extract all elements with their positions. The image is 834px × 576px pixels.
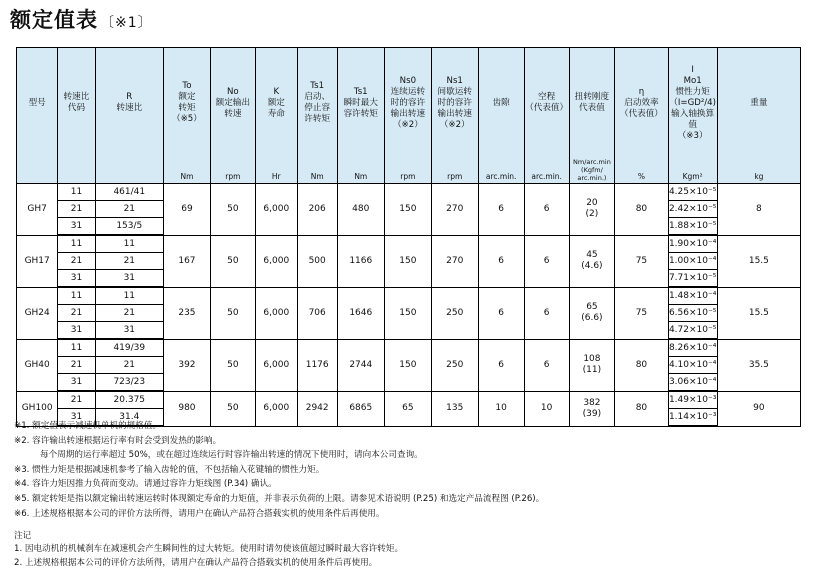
weight-cell: 35.5 — [717, 339, 801, 391]
intermittent-speed-cell: 250 — [431, 339, 478, 391]
max-torque-cell: 6865 — [337, 391, 384, 426]
remarks — [14, 530, 403, 570]
speed-code-cell: 31 — [58, 218, 95, 236]
speed-code-cell: 11 — [58, 339, 95, 357]
speed-code-cell: 21 — [58, 253, 95, 270]
unit-ratio — [95, 158, 163, 184]
rated-torque-cell: 235 — [164, 287, 211, 339]
rigidity-value: 65 — [586, 302, 598, 312]
start-stop-torque-cell: 206 — [297, 184, 337, 236]
table-body — [17, 184, 834, 427]
intermittent-speed-cell: 270 — [431, 184, 478, 236]
unit-backlash: arc.min. — [478, 158, 524, 184]
inertia-cell: 8.26×10⁻⁴ — [668, 339, 717, 357]
unit-continuous-speed: rpm — [384, 158, 431, 184]
ratio-cell: 21 — [95, 357, 163, 374]
footnote: ※5. 额定转矩是指以额定输出转速运转时体现额定寿命的力矩值，并非表示负荷的上限。请参见术语说明 (P.25) 和选定产品流程图 (P.26)。 — [14, 493, 545, 504]
torsional-rigidity-cell — [569, 391, 615, 426]
header-ratio: R 转速比 — [95, 48, 163, 159]
efficiency-cell: 80 — [615, 391, 668, 426]
rated-torque-cell: 167 — [164, 235, 211, 287]
rigidity-kgf-value: (2) — [585, 209, 599, 220]
max-torque-cell: 1646 — [337, 287, 384, 339]
unit-rated-torque: Nm — [164, 158, 211, 184]
inertia-cell: 1.48×10⁻⁴ — [668, 287, 717, 305]
max-torque-cell: 480 — [337, 184, 384, 236]
max-torque-cell: 2744 — [337, 339, 384, 391]
rated-speed-cell: 50 — [210, 339, 255, 391]
model-cell: GH100 — [17, 391, 58, 426]
rigidity-kgf-value: (39) — [582, 408, 602, 419]
unit-efficiency: % — [615, 158, 668, 184]
inertia-cell: 6.56×10⁻⁵ — [668, 305, 717, 322]
ratio-cell: 21 — [95, 201, 163, 218]
speed-code-cell: 31 — [58, 374, 95, 392]
unit-weight: kg — [717, 158, 801, 184]
model-cell: GH40 — [17, 339, 58, 391]
unit-start-stop-torque: Nm — [297, 158, 337, 184]
rated-speed-cell: 50 — [210, 391, 255, 426]
speed-code-cell: 11 — [58, 287, 95, 305]
lost-motion-cell: 6 — [524, 339, 569, 391]
footnote: ※1. 额定值表示减速机单机的规格值。 — [14, 421, 162, 431]
remark: 1. 因电动机的机械刹车在减速机会产生瞬间性的过大转矩。使用时请勿使该值超过瞬时最大容许转矩。 — [14, 544, 404, 555]
ratio-cell: 11 — [95, 235, 163, 253]
backlash-cell: 6 — [478, 287, 524, 339]
header-rated-speed: No 额定输出 转速 — [210, 48, 255, 159]
ratio-cell: 31 — [95, 270, 163, 288]
efficiency-cell: 75 — [615, 287, 668, 339]
rated-speed-cell: 50 — [210, 235, 255, 287]
table-row — [17, 391, 834, 409]
footnote: 每个周期的运行率超过 50%，或在超过连续运行时容许输出转速的情况下使用时，请向本公司查询。 — [40, 450, 423, 461]
continuous-speed-cell: 150 — [384, 287, 431, 339]
speed-code-cell: 31 — [58, 270, 95, 288]
header-continuous-speed: Ns0 连续运转 时的容许 输出转速 （※2） — [384, 48, 431, 159]
efficiency-cell: 80 — [615, 184, 668, 236]
intermittent-speed-cell: 135 — [431, 391, 478, 426]
torsional-rigidity-cell — [569, 287, 615, 339]
ratio-cell: 461/41 — [95, 184, 163, 201]
weight-cell: 8 — [717, 184, 801, 236]
speed-code-cell: 21 — [58, 357, 95, 374]
ratio-cell: 21 — [95, 253, 163, 270]
inertia-cell: 4.25×10⁻⁵ — [668, 184, 717, 201]
speed-code-cell: 11 — [58, 235, 95, 253]
lost-motion-cell: 6 — [524, 287, 569, 339]
rigidity-kgf-value: (4.6) — [581, 261, 603, 271]
ratio-cell: 153/5 — [95, 218, 163, 236]
rigidity-value: 45 — [586, 250, 598, 260]
rigidity-kgf-value: (6.6) — [581, 313, 603, 323]
title-text: 额定值表 — [10, 8, 98, 32]
lost-motion-cell: 6 — [524, 184, 569, 236]
lost-motion-cell: 10 — [524, 391, 569, 426]
rigidity-kgf-value: (11) — [582, 365, 602, 375]
ratio-cell: 31 — [95, 322, 163, 340]
rated-life-cell: 6,000 — [255, 235, 297, 287]
header-torsional-rigidity: 扭转刚度 代表值 — [569, 48, 615, 159]
inertia-cell: 4.10×10⁻⁴ — [668, 357, 717, 374]
rating-table — [16, 47, 834, 427]
inertia-cell: 1.14×10⁻³ — [668, 409, 717, 427]
unit-inertia: Kgm² — [668, 158, 717, 184]
speed-code-cell: 11 — [58, 184, 95, 201]
rated-torque-cell: 392 — [164, 339, 211, 391]
ratio-cell: 11 — [95, 287, 163, 305]
inertia-cell: 1.49×10⁻³ — [668, 391, 717, 409]
page-title — [10, 4, 153, 34]
table-row — [17, 184, 834, 201]
header-row — [17, 48, 834, 159]
rated-speed-cell: 50 — [210, 184, 255, 236]
speed-code-cell: 31 — [58, 322, 95, 340]
inertia-cell: 1.00×10⁻⁴ — [668, 253, 717, 270]
weight-cell: 90 — [717, 391, 801, 426]
unit-rated-speed: rpm — [210, 158, 255, 184]
rated-life-cell: 6,000 — [255, 339, 297, 391]
continuous-speed-cell: 65 — [384, 391, 431, 426]
continuous-speed-cell: 150 — [384, 339, 431, 391]
footnote: ※3. 惯性力矩是根据减速机参考了输入齿轮的值，不包括输入花键轴的惯性力矩。 — [14, 464, 325, 475]
torsional-rigidity-cell — [569, 235, 615, 287]
backlash-cell: 10 — [478, 391, 524, 426]
header-rated-torque: To 额定 转矩 （※5） — [164, 48, 211, 159]
start-stop-torque-cell: 706 — [297, 287, 337, 339]
header-start-stop-torque: Ts1 启动、 停止容 许转矩 — [297, 48, 337, 159]
inertia-cell: 3.06×10⁻⁴ — [668, 374, 717, 392]
footnote: ※6. 上述规格根据本公司的评价方法所得，请用户在确认产品符合搭载实机的使用条件后再使用。 — [14, 508, 385, 519]
rated-life-cell: 6,000 — [255, 184, 297, 236]
speed-code-cell: 31 — [58, 409, 95, 427]
model-cell: GH24 — [17, 287, 58, 339]
inertia-cell: 1.90×10⁻⁴ — [668, 235, 717, 253]
rigidity-value: 20 — [586, 198, 598, 209]
remarks-title: 注记 — [14, 531, 32, 541]
inertia-cell: 1.88×10⁻⁵ — [668, 218, 717, 236]
backlash-cell: 6 — [478, 339, 524, 391]
inertia-cell: 7.71×10⁻⁵ — [668, 270, 717, 288]
speed-code-cell: 21 — [58, 201, 95, 218]
ratio-cell: 20.375 — [95, 391, 163, 409]
unit-rated-life: Hr — [255, 158, 297, 184]
continuous-speed-cell: 150 — [384, 184, 431, 236]
header-backlash: 齿隙 — [478, 48, 524, 159]
ratio-cell: 31.4 — [95, 409, 163, 427]
start-stop-torque-cell: 1176 — [297, 339, 337, 391]
footnote: ※4. 容许力矩因推力负荷而变动。请通过容许力矩线图 (P.34) 确认。 — [14, 479, 277, 490]
continuous-speed-cell: 150 — [384, 235, 431, 287]
rated-life-cell: 6,000 — [255, 287, 297, 339]
speed-code-cell: 21 — [58, 305, 95, 322]
header-speed-code: 转速比 代码 — [58, 48, 95, 159]
unit-model — [17, 158, 58, 184]
header-efficiency: η 启动效率 （代表值） — [615, 48, 668, 159]
weight-cell: 15.5 — [717, 235, 801, 287]
lost-motion-cell: 6 — [524, 235, 569, 287]
inertia-cell: 2.42×10⁻⁵ — [668, 201, 717, 218]
rated-speed-cell: 50 — [210, 287, 255, 339]
rated-life-cell: 6,000 — [255, 391, 297, 426]
start-stop-torque-cell: 500 — [297, 235, 337, 287]
model-cell: GH17 — [17, 235, 58, 287]
header-intermittent-speed: Ns1 间歇运转 时的容许 输出转速 （※2） — [431, 48, 478, 159]
unit-max-torque: Nm — [337, 158, 384, 184]
rigidity-value: 108 — [583, 354, 601, 364]
ratio-cell: 723/23 — [95, 374, 163, 392]
ratio-cell: 419/39 — [95, 339, 163, 357]
title-note: 〔※1〕 — [100, 15, 153, 31]
header-max-torque: Ts1 瞬时最大 容许转矩 — [337, 48, 384, 159]
rated-torque-cell: 980 — [164, 391, 211, 426]
ratio-cell: 21 — [95, 305, 163, 322]
footnotes — [14, 419, 544, 521]
weight-cell: 15.5 — [717, 287, 801, 339]
backlash-cell: 6 — [478, 184, 524, 236]
table-row — [17, 235, 834, 253]
unit-torsional-rigidity: Nm/arc.min (Kgfm/ arc.min.) — [569, 158, 615, 184]
unit-lost-motion: arc.min. — [524, 158, 569, 184]
header-weight: 重量 — [717, 48, 801, 159]
unit-speed-code — [58, 158, 95, 184]
efficiency-cell: 80 — [615, 339, 668, 391]
table-row — [17, 287, 834, 305]
torsional-rigidity-cell — [569, 339, 615, 391]
unit-row — [17, 158, 834, 184]
intermittent-speed-cell: 270 — [431, 235, 478, 287]
intermittent-speed-cell: 250 — [431, 287, 478, 339]
torsional-rigidity-cell — [569, 184, 615, 236]
inertia-cell: 4.72×10⁻⁵ — [668, 322, 717, 340]
rated-torque-cell: 69 — [164, 184, 211, 236]
model-cell: GH7 — [17, 184, 58, 236]
backlash-cell: 6 — [478, 235, 524, 287]
rigidity-value: 382 — [583, 397, 601, 408]
header-inertia: I Mo1 惯性力矩 （I=GD²/4) 输入轴换算值 （※3） — [668, 48, 717, 159]
header-model: 型号 — [17, 48, 58, 159]
header-rated-life: K 额定 寿命 — [255, 48, 297, 159]
header-lost-motion: 空程 （代表值） — [524, 48, 569, 159]
remark: 2. 上述规格根据本公司的评价方法所得，请用户在确认产品符合搭载实机的使用条件后再使用。 — [14, 557, 378, 568]
footnote: ※2. 容许输出转速根据运行率有时会受到发热的影响。 — [14, 435, 222, 446]
table-row — [17, 339, 834, 357]
unit-intermittent-speed: rpm — [431, 158, 478, 184]
speed-code-cell: 21 — [58, 391, 95, 409]
efficiency-cell: 75 — [615, 235, 668, 287]
start-stop-torque-cell: 2942 — [297, 391, 337, 426]
max-torque-cell: 1166 — [337, 235, 384, 287]
